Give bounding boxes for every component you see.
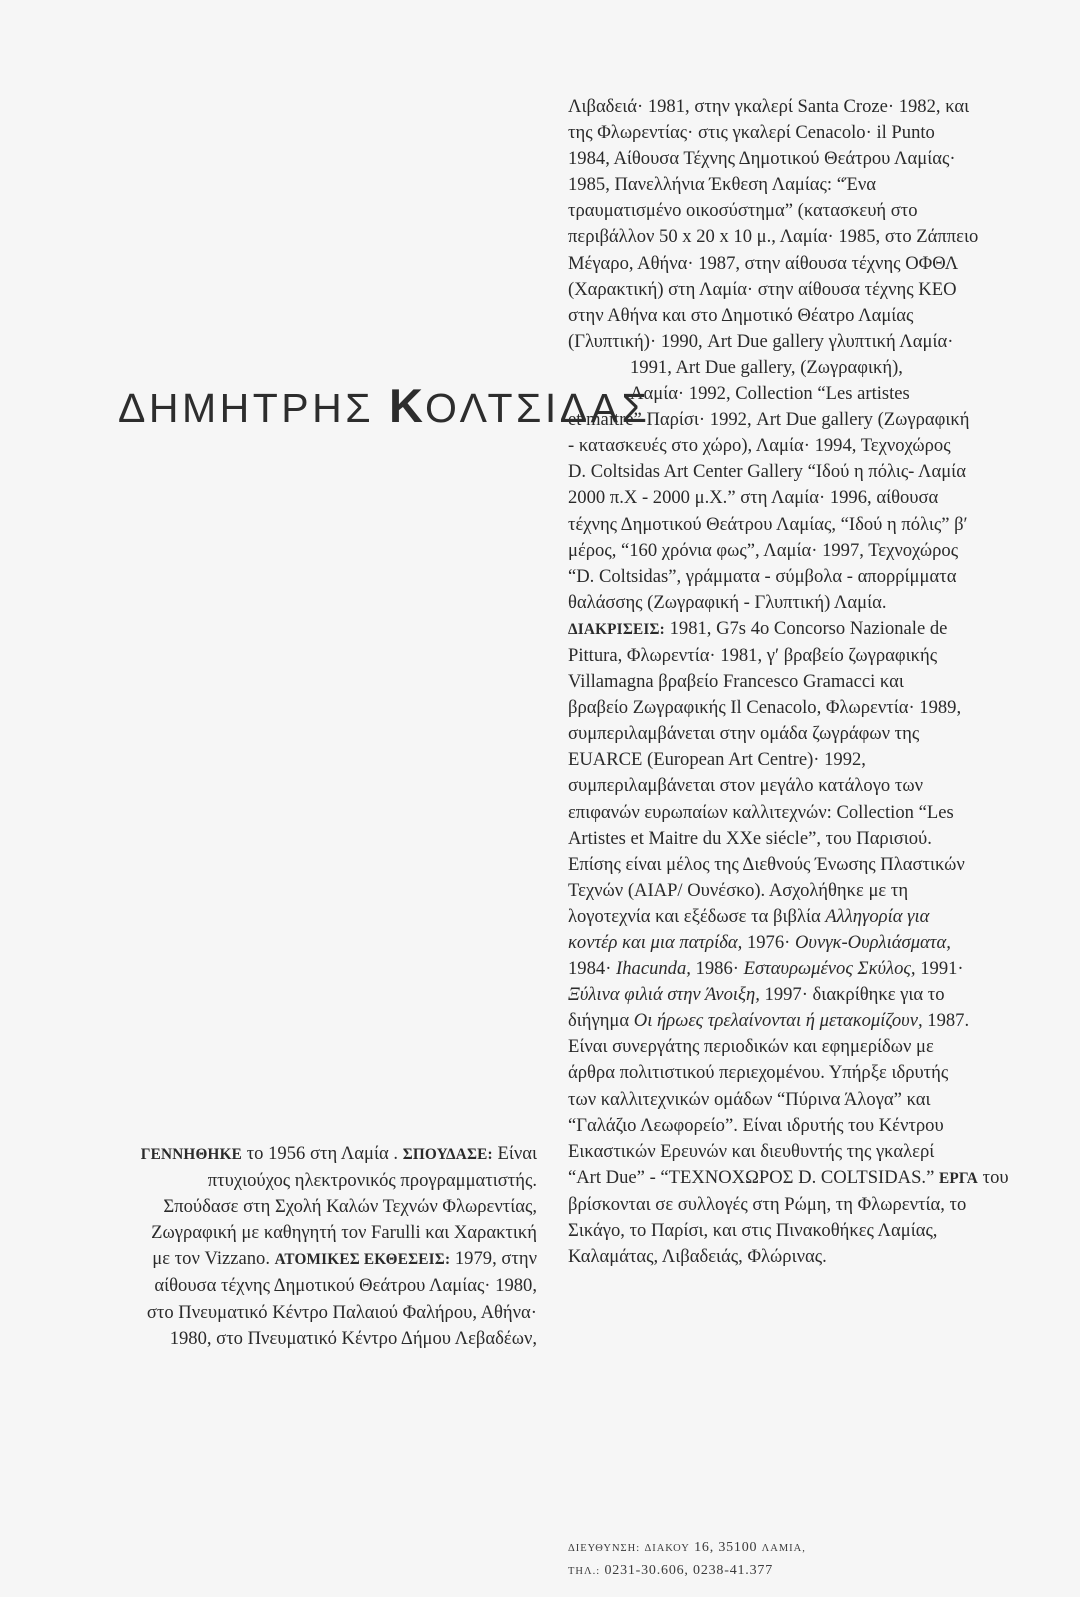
distinctions-label: ΔΙΑΚΡΙΣΕΙΣ: xyxy=(568,620,665,638)
text-line: άρθρα πολιτιστικού περιεχομένου. Υπήρξε ιδρυτής xyxy=(568,1062,949,1084)
text-line: et maitre” Παρίσι· 1992, Art Due gallery (Ζωγραφική xyxy=(568,409,970,431)
text-line: πτυχιούχος ηλεκτρονικός προγραμματιστής. xyxy=(207,1170,537,1192)
books-line xyxy=(568,982,1028,1008)
text-line: Επίσης είναι μέλος της Διεθνούς Ένωσης Πλαστικών xyxy=(568,853,965,875)
book-title: Ihacunda, xyxy=(616,958,691,980)
text-line: “D. Coltsidas”, γράμματα - σύμβολα - απορρίμματα xyxy=(568,565,957,587)
text-line: Pittura, Φλωρεντία· 1981, γ′ βραβείο ζωγραφικής xyxy=(568,644,938,666)
phone-numbers: 0231-30.606, 0238-41.377 xyxy=(604,1563,773,1578)
text-line: Ζωγραφική με καθηγητή τον Farulli και Χαρακτική xyxy=(151,1222,537,1244)
address-city: ΛΑΜΙΑ, xyxy=(761,1543,806,1554)
born-label: ΓΕΝΝΗΘΗΚΕ xyxy=(140,1146,243,1163)
biography-column xyxy=(57,1141,537,1352)
text-fragment: 1986· xyxy=(690,958,744,980)
solo-line xyxy=(57,1246,537,1273)
text-line: EUARCE (European Art Centre)· 1992, xyxy=(568,749,866,771)
text-line: μέρος, “160 χρόνια φως”, Λαμία· 1997, Τεχνοχώρος xyxy=(568,539,959,561)
text-line: περιβάλλον 50 x 20 x 10 μ., Λαμία· 1985, στο Ζάππειο xyxy=(568,226,979,248)
text-line: βραβείο Ζωγραφικής Il Cenacolo, Φλωρεντία· 1989, xyxy=(568,697,962,719)
text-fragment: 1976· xyxy=(742,932,795,953)
works-line xyxy=(568,1165,1028,1192)
book-title: Αλληγορία για xyxy=(825,905,930,927)
studies-label: ΣΠΟΥΔΑΣΕ: xyxy=(402,1146,493,1163)
text-line: των καλλιτεχνικών ομάδων “Πύρινα Άλογα” και xyxy=(568,1088,931,1110)
surname-initial: Κ xyxy=(389,379,425,432)
books-line xyxy=(568,904,1028,930)
text-fragment: 1991· xyxy=(915,958,964,980)
text-line: (Χαρακτική) στη Λαμία· στην αίθουσα τέχνης ΚΕΟ xyxy=(568,278,957,300)
text-line: επιφανών ευρωπαίων καλλιτεχνών: Collection “Les xyxy=(568,801,954,823)
text-fragment: το 1956 στη Λαμία . xyxy=(242,1143,403,1164)
text-line: στην Αθήνα και στο Δημοτικό Θέατρο Λαμίας xyxy=(568,304,914,326)
text-line: τέχνης Δημοτικού Θεάτρου Λαμίας, “Ιδού η πόλις” β′ xyxy=(568,513,968,535)
text-fragment: 1997· διακρίθηκε για το xyxy=(759,984,945,1006)
text-line: Μέγαρο, Αθήνα· 1987, στην αίθουσα τέχνης ΟΦΘΛ xyxy=(568,252,959,274)
books-line xyxy=(568,1008,1028,1034)
text-line: της Φλωρεντίας· στις γκαλερί Cenacolo· il Punto xyxy=(568,122,935,144)
text-line: Εικαστικών Ερευνών και διευθυντής της γκαλερί xyxy=(568,1140,935,1162)
address-label: ΔΙΕΥΘΥΝΣΗ: xyxy=(568,1543,641,1554)
text-line: στο Πνευματικό Κέντρο Παλαιού Φαλήρου, Αθήνα· xyxy=(146,1301,537,1323)
text-line: (Γλυπτική)· 1990, Art Due gallery γλυπτική Λαμία· xyxy=(568,330,954,352)
text-line: Τεχνών (AIAP/ Ουνέσκο). Ασχολήθηκε με τη xyxy=(568,879,909,901)
text-line: Artistes et Maitre du XXe siécle”, του Παρισιού. xyxy=(568,827,932,849)
solo-exhibitions-label: ΑΤΟΜΙΚΕΣ ΕΚΘΕΣΕΙΣ: xyxy=(274,1251,451,1269)
surname-rest: ΟΛΤΣΙΔΑΣ xyxy=(424,385,651,431)
address-street: ΔΙΑΚΟΥ xyxy=(644,1543,690,1554)
text-fragment: διήγημα xyxy=(568,1010,634,1032)
text-line: Villamagna βραβείο Francesco Gramacci και xyxy=(568,671,904,693)
text-line: “Γαλάζιο Λεωφορείο”. Είναι ιδρυτής του Κέντρου xyxy=(568,1114,944,1136)
book-title: Ξύλινα φιλιά στην Άνοιξη, xyxy=(568,984,760,1006)
text-line: 1984, Αίθουσα Τέχνης Δημοτικού Θεάτρου Λαμίας· xyxy=(568,148,956,170)
text-fragment: 1979, στην xyxy=(450,1248,537,1270)
text-fragment: του xyxy=(978,1166,1009,1188)
story-title: Οι ήρωες τρελαίνονται ή μετακομίζουν, xyxy=(633,1010,923,1032)
text-line: αίθουσα τέχνης Δημοτικού Θεάτρου Λαμίας· 1980, xyxy=(154,1275,537,1297)
text-line: συμπεριλαμβάνεται στην ομάδα ζωγράφων της xyxy=(568,723,920,745)
books-line xyxy=(568,956,1028,982)
exhibitions-column xyxy=(568,94,1028,1270)
text-line: Λαμία· 1992, Collection “Les artistes xyxy=(630,383,910,405)
address-number: 16, 35100 xyxy=(694,1540,758,1555)
text-line: θαλάσσης (Ζωγραφική - Γλυπτική) Λαμία. xyxy=(568,591,887,613)
text-line: βρίσκονται σε συλλογές στη Ρώμη, τη Φλωρεντία, το xyxy=(568,1193,967,1215)
born-line xyxy=(57,1141,537,1168)
text-fragment: 1987. xyxy=(922,1010,970,1032)
distinctions-line xyxy=(568,616,1028,643)
book-title: Ουνγκ-Ουρλιάσματα, xyxy=(795,932,951,953)
text-fragment: “Art Due” - “ΤΕΧΝΟΧΩΡΟΣ D. COLTSIDAS.” xyxy=(568,1166,939,1188)
text-line: 1991, Art Due gallery, (Ζωγραφική), xyxy=(630,356,903,378)
artist-name-title xyxy=(118,379,651,432)
text-line: συμπεριλαμβάνεται στον μεγάλο κατάλογο των xyxy=(568,775,923,797)
phone-label: ΤΗΛ.: xyxy=(568,1566,601,1577)
text-fragment: 1984· xyxy=(568,958,617,980)
text-line: Σπούδασε στη Σχολή Καλών Τεχνών Φλωρεντίας, xyxy=(163,1196,537,1218)
text-fragment: λογοτεχνία και εξέδωσε τα βιβλία xyxy=(568,905,826,927)
phone-line xyxy=(568,1560,806,1583)
book-title: Εσταυρωμένος Σκύλος, xyxy=(743,958,916,980)
address-line xyxy=(568,1537,806,1560)
text-line: - κατασκευές στο χώρο), Λαμία· 1994, Τεχνοχώρος xyxy=(568,435,951,457)
first-name: ΔΗΜΗΤΡΗΣ xyxy=(118,385,375,431)
text-line: Λιβαδειά· 1981, στην γκαλερί Santa Croze· 1982, και xyxy=(568,96,970,117)
text-line: 2000 π.Χ - 2000 μ.Χ.” στη Λαμία· 1996, αίθουσα xyxy=(568,487,939,509)
text-fragment: 1981, G7s 4o Concorso Nazionale de xyxy=(664,617,948,639)
text-line: D. Coltsidas Art Center Gallery “Ιδού η πόλις- Λαμία xyxy=(568,461,966,483)
text-line: 1980, στο Πνευματικό Κέντρο Δήμου Λεβαδέων, xyxy=(169,1327,537,1349)
books-line xyxy=(568,930,1028,956)
text-line: Είναι συνεργάτης περιοδικών και εφημερίδων με xyxy=(568,1036,934,1058)
text-line: τραυματισμένο οικοσύστημα” (κατασκευή στο xyxy=(568,200,918,222)
contact-footer xyxy=(568,1537,806,1583)
text-line: Καλαμάτας, Λιβαδειάς, Φλώρινας. xyxy=(568,1246,827,1268)
text-fragment: με τον Vizzano. xyxy=(152,1248,275,1270)
text-line: 1985, Πανελλήνια Έκθεση Λαμίας: “Ένα xyxy=(568,174,877,196)
works-label: ΕΡΓΑ xyxy=(939,1169,978,1187)
text-line: Σικάγο, το Παρίσι, και στις Πινακοθήκες Λαμίας, xyxy=(568,1220,938,1242)
text-fragment: Είναι xyxy=(492,1143,537,1164)
book-title: κοντέρ και μια πατρίδα, xyxy=(568,932,743,953)
